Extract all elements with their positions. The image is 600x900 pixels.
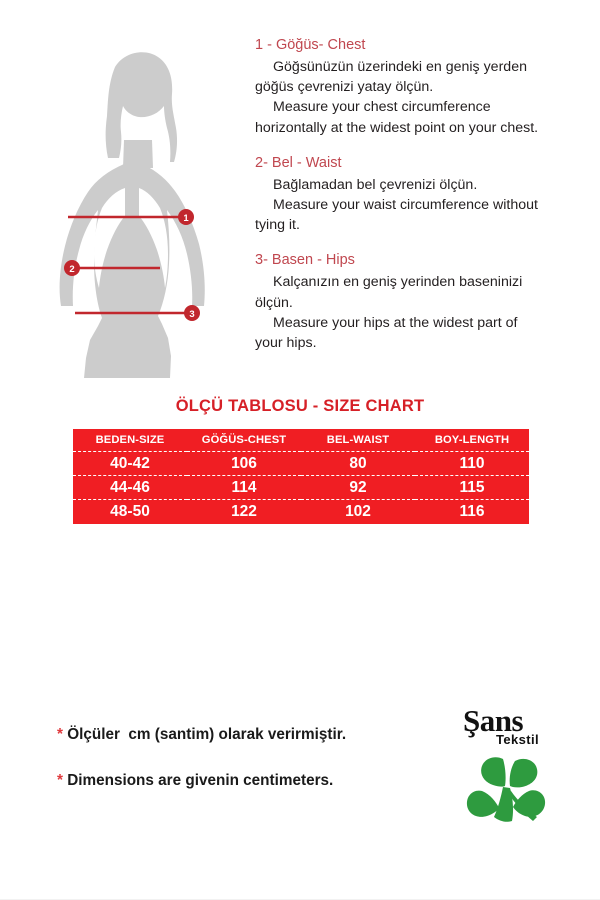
column-header-length: BOY-LENGTH [434,434,510,446]
instruction-text: Bağlamadan bel çevrenizi ölçün. [273,176,478,193]
instruction-text: ölçün. [255,294,293,311]
footnotes [57,726,427,818]
table-row [73,452,529,476]
column-header-chest: GÖĞÜS-CHEST [201,434,287,446]
table-row [73,476,529,500]
cell-chest: 106 [231,454,257,472]
cell-length: 110 [459,454,485,472]
brand-name: Şans [463,703,524,738]
measurement-instructions [255,36,590,369]
table-header-row [73,429,529,452]
hips-marker-number: 3 [189,309,195,320]
four-leaf-clover-icon [465,753,547,831]
asterisk-icon: * [57,726,63,743]
size-chart-table [73,429,529,524]
column-header-waist: BEL-WAIST [326,434,390,446]
chest-marker-number: 1 [183,213,189,224]
cell-length: 116 [459,502,485,520]
instruction-block-hips [255,251,590,353]
cell-waist: 80 [349,454,367,472]
brand-logo [455,705,565,835]
instruction-heading-hips: 3- Basen - Hips [255,252,355,269]
footnote-english [57,772,427,790]
asterisk-icon: * [57,772,63,789]
table-row [73,500,529,525]
instruction-text: horizontally at the widest point on your chest. [255,119,539,136]
cell-chest: 122 [231,502,257,520]
instruction-text: Göğsünüzün üzerindeki en geniş yerden [273,59,527,76]
silhouette-illustration [20,40,255,385]
waist-marker-number: 2 [69,264,75,275]
instruction-text: göğüs çevrenizi yatay ölçün. [255,79,434,96]
cell-chest: 114 [231,478,257,496]
footnote-text: Dimensions are givenin centimeters. [62,772,334,789]
measurement-figure [20,40,255,385]
instruction-heading-waist: 2- Bel - Waist [255,154,342,171]
cell-length: 115 [459,478,485,496]
footnote-text: Ölçüler cm (santim) olarak verirmiştir. [62,726,347,743]
instruction-text: Measure your hips at the widest part of [273,314,518,331]
cell-waist: 92 [349,478,367,496]
instruction-block-waist [255,154,590,236]
instruction-text: Measure your waist circumference without [273,197,538,214]
instruction-heading-chest: 1 - Göğüs- Chest [255,37,366,53]
cell-waist: 102 [345,502,371,520]
footnote-turkish [57,726,427,744]
cell-size: 40-42 [110,454,150,472]
size-chart-title: ÖLÇÜ TABLOSU - SIZE CHART [175,397,425,415]
brand-subtitle: Tekstil [496,732,540,747]
instruction-block-chest [255,36,590,138]
cell-size: 48-50 [110,502,150,520]
instruction-text: your hips. [255,334,317,351]
cell-size: 44-46 [110,478,150,496]
instruction-text: tying it. [255,217,300,234]
column-header-size: BEDEN-SIZE [95,434,165,446]
instruction-text: Kalçanızın en geniş yerinden baseninizi [273,274,523,291]
instruction-text: Measure your chest circumference [273,99,491,116]
